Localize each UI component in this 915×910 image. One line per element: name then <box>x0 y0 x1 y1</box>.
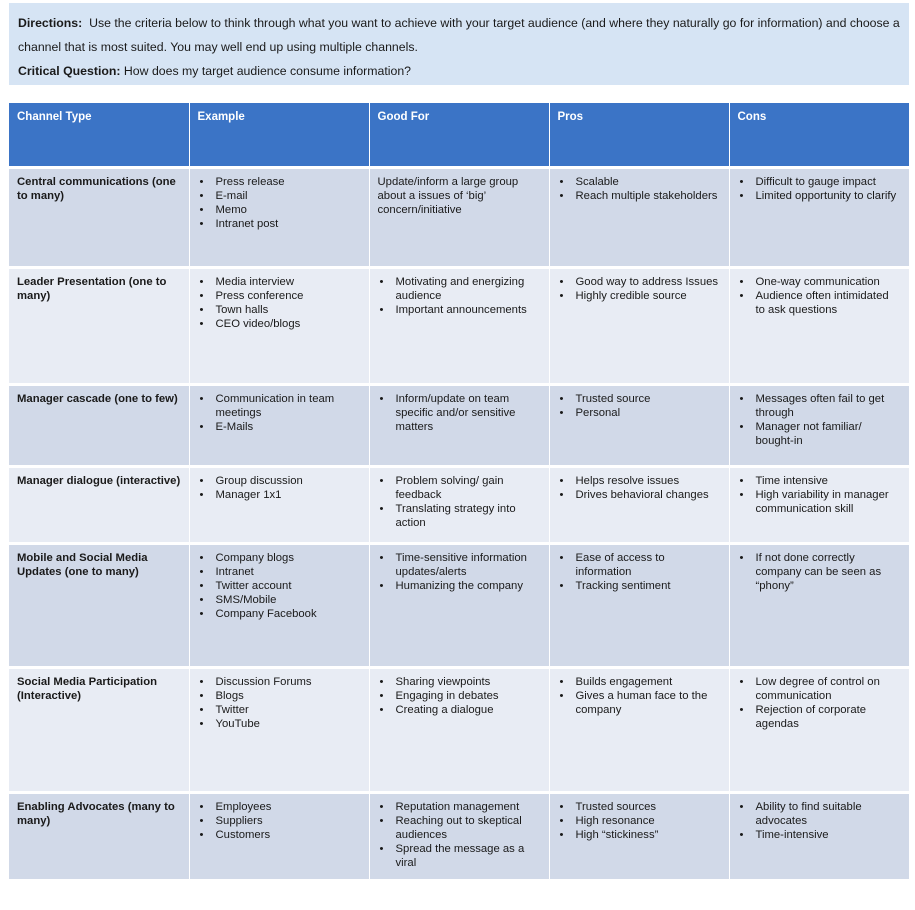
list-item: • Low degree of control on communication <box>738 675 901 703</box>
example-cell <box>189 267 369 384</box>
list-item: • Ease of access to information <box>558 551 721 579</box>
list-item: • Employees <box>198 800 361 814</box>
list-item: • Reach multiple stakeholders <box>558 189 721 203</box>
channel-cell: Manager cascade (one to few) <box>9 384 189 466</box>
list-item: • Communication in team meetings <box>198 392 361 420</box>
list-item: • Company Facebook <box>198 607 361 621</box>
list-item: • Engaging in debates <box>378 689 541 703</box>
critical-question-text: How does my target audience consume information? <box>123 64 412 78</box>
table-row <box>9 667 909 792</box>
channel-cell: Manager dialogue (interactive) <box>9 466 189 543</box>
channel-cell: Enabling Advocates (many to many) <box>9 792 189 880</box>
list-item: • Inform/update on team specific and/or sensitive matters <box>378 392 541 434</box>
header-pros: Pros <box>549 103 729 167</box>
list-item: • Ability to find suitable advocates <box>738 800 901 828</box>
list-item: • Scalable <box>558 175 721 189</box>
list-item: • Reaching out to skeptical audiences <box>378 814 541 842</box>
list-item: • Time-sensitive information updates/alerts <box>378 551 541 579</box>
list-item: • If not done correctly company can be seen as “phony” <box>738 551 901 593</box>
list-item: • Media interview <box>198 275 361 289</box>
header-good-for: Good For <box>369 103 549 167</box>
header-cons: Cons <box>729 103 909 167</box>
list-item: • Messages often fail to get through <box>738 392 901 420</box>
list-item: • Rejection of corporate agendas <box>738 703 901 731</box>
channel-cell: Social Media Participation (Interactive) <box>9 667 189 792</box>
header-example: Example <box>189 103 369 167</box>
list-item: • Sharing viewpoints <box>378 675 541 689</box>
cons-cell <box>729 466 909 543</box>
list-item: • E-mail <box>198 189 361 203</box>
header-channel-type: Channel Type <box>9 103 189 167</box>
example-cell <box>189 543 369 667</box>
list-item: • Drives behavioral changes <box>558 488 721 502</box>
table-header-row <box>9 103 909 167</box>
cons-cell <box>729 167 909 267</box>
list-item: • Press release <box>198 175 361 189</box>
channel-cell: Leader Presentation (one to many) <box>9 267 189 384</box>
list-item: • Motivating and energizing audience <box>378 275 541 303</box>
pros-cell <box>549 792 729 880</box>
directions-paragraph <box>18 11 900 59</box>
list-item: • CEO video/blogs <box>198 317 361 331</box>
pros-cell <box>549 667 729 792</box>
list-item: • Highly credible source <box>558 289 721 303</box>
pros-cell <box>549 267 729 384</box>
table-row <box>9 466 909 543</box>
list-item: • Intranet <box>198 565 361 579</box>
list-item: • Memo <box>198 203 361 217</box>
example-cell <box>189 167 369 267</box>
list-item: • Time-intensive <box>738 828 901 842</box>
list-item: • High “stickiness” <box>558 828 721 842</box>
critical-question-label: Critical Question: <box>18 64 121 78</box>
list-item: • Builds engagement <box>558 675 721 689</box>
list-item: • Manager 1x1 <box>198 488 361 502</box>
list-item: • Difficult to gauge impact <box>738 175 901 189</box>
list-item: • Twitter <box>198 703 361 717</box>
channel-cell: Mobile and Social Media Updates (one to many) <box>9 543 189 667</box>
list-item: • YouTube <box>198 717 361 731</box>
list-item: • E-Mails <box>198 420 361 434</box>
list-item: • Company blogs <box>198 551 361 565</box>
list-item: • Limited opportunity to clarify <box>738 189 901 203</box>
pros-cell <box>549 543 729 667</box>
list-item: • Personal <box>558 406 721 420</box>
good-for-cell <box>369 543 549 667</box>
table-row <box>9 167 909 267</box>
list-item: • Suppliers <box>198 814 361 828</box>
list-item: • Reputation management <box>378 800 541 814</box>
list-item: • Intranet post <box>198 217 361 231</box>
pros-cell <box>549 384 729 466</box>
critical-question <box>18 59 900 83</box>
list-item: • Trusted source <box>558 392 721 406</box>
list-item: • Good way to address Issues <box>558 275 721 289</box>
cons-cell <box>729 543 909 667</box>
example-cell <box>189 384 369 466</box>
cons-cell <box>729 384 909 466</box>
list-item: • Trusted sources <box>558 800 721 814</box>
table-row <box>9 267 909 384</box>
list-item: • Twitter account <box>198 579 361 593</box>
list-item: • Audience often intimidated to ask questions <box>738 289 901 317</box>
channel-table <box>9 103 910 882</box>
pros-cell <box>549 466 729 543</box>
table-row <box>9 384 909 466</box>
list-item: • Group discussion <box>198 474 361 488</box>
list-item: • Helps resolve issues <box>558 474 721 488</box>
table-row <box>9 543 909 667</box>
list-item: • Blogs <box>198 689 361 703</box>
good-for-cell <box>369 267 549 384</box>
cons-cell <box>729 267 909 384</box>
good-for-cell: Update/inform a large group about a issues of ‘big’ concern/initiative <box>369 167 549 267</box>
list-item: • Town halls <box>198 303 361 317</box>
list-item: • SMS/Mobile <box>198 593 361 607</box>
example-cell <box>189 667 369 792</box>
good-for-cell <box>369 667 549 792</box>
list-item: • High variability in manager communication skill <box>738 488 901 516</box>
pros-cell <box>549 167 729 267</box>
cons-cell <box>729 792 909 880</box>
list-item: • One-way communication <box>738 275 901 289</box>
channel-cell: Central communications (one to many) <box>9 167 189 267</box>
list-item: • Important announcements <box>378 303 541 317</box>
list-item: • High resonance <box>558 814 721 828</box>
directions-box <box>9 3 909 85</box>
list-item: • Press conference <box>198 289 361 303</box>
list-item: • Gives a human face to the company <box>558 689 721 717</box>
example-cell <box>189 792 369 880</box>
list-item: • Discussion Forums <box>198 675 361 689</box>
directions-label: Directions: <box>18 16 83 30</box>
list-item: • Tracking sentiment <box>558 579 721 593</box>
list-item: • Translating strategy into action <box>378 502 541 530</box>
table-row <box>9 792 909 880</box>
good-for-cell <box>369 792 549 880</box>
list-item: • Humanizing the company <box>378 579 541 593</box>
example-cell <box>189 466 369 543</box>
list-item: • Creating a dialogue <box>378 703 541 717</box>
list-item: • Manager not familiar/ bought-in <box>738 420 901 448</box>
list-item: • Problem solving/ gain feedback <box>378 474 541 502</box>
good-for-cell <box>369 384 549 466</box>
directions-text: Use the criteria below to think through what you want to achieve with your target audience (and where they naturally go for information) and choose a channel that is most suited. You may well end up using multiple channels. <box>18 16 900 54</box>
cons-cell <box>729 667 909 792</box>
list-item: • Time intensive <box>738 474 901 488</box>
list-item: • Customers <box>198 828 361 842</box>
good-for-cell <box>369 466 549 543</box>
list-item: • Spread the message as a viral <box>378 842 541 870</box>
